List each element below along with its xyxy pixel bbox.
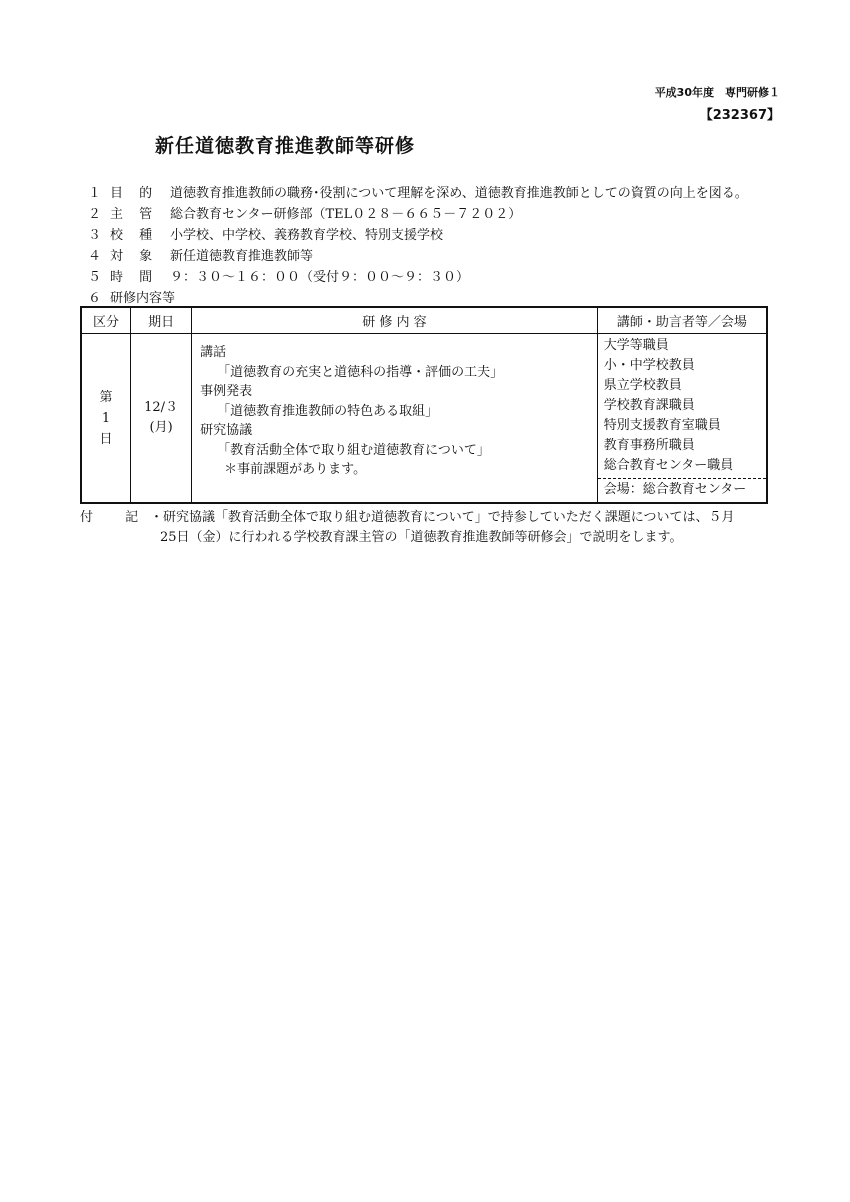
item-value: 小学校、中学校、義務教育学校、特別支援学校 [170,228,444,243]
instructor-item: 総合教育センター職員 [603,458,734,473]
table-row [81,334,767,504]
date-value: 12/３ [144,400,179,415]
item-number: ４ [88,249,102,264]
item-number: ６ [88,291,102,306]
note-line: ・研究協議「教育活動全体で取り組む道徳教育について」で持参していただく課題については、５月 [150,510,735,525]
item-number: ３ [88,228,102,243]
item-number: １ [88,186,102,201]
item-number: ２ [88,207,102,222]
item-label: 主 管 [110,207,159,222]
instructor-item: 県立学校教員 [603,378,682,393]
content-line: 研究協議 [200,423,253,438]
item-label: 校 種 [110,228,159,243]
overview-list [88,183,748,309]
item-time [88,267,748,288]
content-line: 事例発表 [200,384,253,399]
item-label: 時 間 [110,270,159,285]
content-cell [192,334,598,504]
date-cell [131,334,192,504]
item-school-type [88,225,748,246]
item-value: 新任道徳教育推進教師等 [170,249,314,264]
day-cell [81,334,131,504]
page-title: 新任道徳教育推進教師等研修 [155,135,416,157]
item-target [88,246,748,267]
item-organizer [88,204,748,225]
day-char: 第 [99,389,113,405]
instructor-item: 小・中学校教員 [603,358,695,373]
course-code: 【232367】 [699,108,780,123]
instructor-item: 学校教育課職員 [603,398,695,413]
day-char: 日 [99,431,113,447]
day-char: 1 [101,410,111,426]
content-line: ＊事前課題があります。 [224,462,367,477]
note-label: 付 記 [80,510,153,525]
schedule-table [80,306,768,504]
instructor-item: 大学等職員 [603,338,669,353]
header-content: 研 修 内 容 [192,307,598,334]
header-category: 区分 [81,307,131,334]
header-date: 期日 [131,307,192,334]
item-label: 研修内容等 [110,291,176,306]
item-label: 目 的 [110,186,159,201]
item-number: ５ [88,270,102,285]
item-label: 対 象 [110,249,159,264]
item-purpose [88,183,748,204]
instructors-cell [597,334,767,504]
instructor-item: 特別支援教育室職員 [603,418,721,433]
weekday-value: (月) [149,420,173,435]
content-line: 講話 [200,345,227,360]
content-line: 「道徳教育の充実と道徳科の指導・評価の工夫」 [217,364,504,380]
item-value: 道徳教育推進教師の職務･役割について理解を深め、道徳教育推進教師としての資質の向上を図る。 [170,186,748,201]
note-line: 25日（金）に行われる学校教育課主管の「道徳教育推進教師等研修会」で説明をします。 [160,530,683,545]
content-line: 「教育活動全体で取り組む道徳教育について」 [217,442,490,458]
venue-label: 会場：総合教育センター [598,478,766,502]
instructor-list [598,334,766,478]
item-value: ９：３０～１６：００（受付９：００～９：３０） [170,270,470,285]
table-header-row [81,307,767,334]
instructor-item: 教育事務所職員 [603,438,695,453]
header-instructors: 講師・助言者等／会場 [597,307,767,334]
year-course-label: 平成30年度 専門研修１ [654,86,780,99]
item-value: 総合教育センター研修部（TEL０２８－６６５－７２０２） [170,207,522,222]
content-line: 「道徳教育推進教師の特色ある取組」 [217,403,439,419]
